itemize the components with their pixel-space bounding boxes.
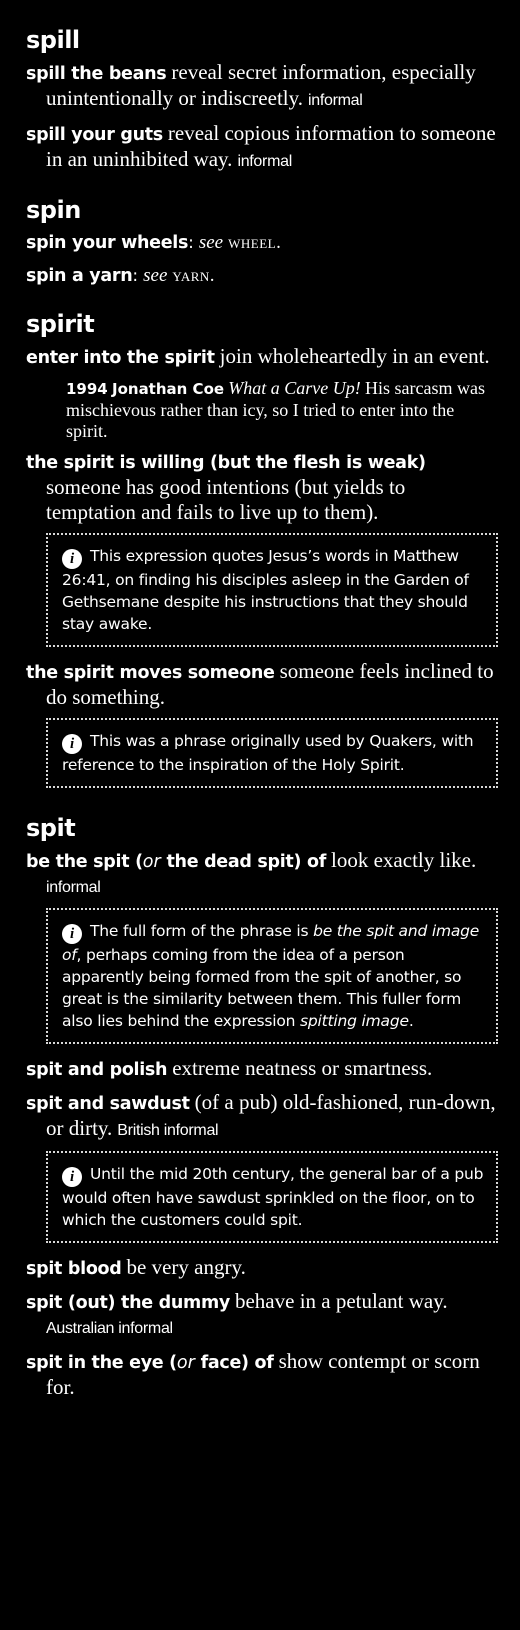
headword: spill [26,26,80,54]
phrase: spin your wheels [26,233,189,253]
phrase: be the spit ( [26,852,143,872]
definition: look exactly like. [331,848,477,872]
definition: behave in a petulant way. [234,1289,448,1313]
entry [26,1255,498,1281]
see-label: see [198,232,224,253]
entry: spin a yarn: see yarn. [26,265,216,286]
note-italic: be the spit and image of [62,922,480,964]
entry [26,848,498,900]
quote-author: Jonathan Coe [112,380,225,398]
cross-reference: yarn. [172,265,216,286]
phrase: enter into the spirit [26,348,215,368]
info-icon: i [62,1167,82,1187]
definition: someone has good intentions (but yields to temptation and fails to live up to them). [46,475,406,524]
phrase: spit in the eye ( [26,1353,177,1373]
quotation [66,378,498,442]
phrase: the spirit is willing (but the flesh is weak) [26,453,426,473]
definition: join wholeheartedly in an event. [219,344,490,368]
section-spirit [26,310,498,788]
entry [26,1056,498,1082]
usage-label: British informal [117,1122,219,1139]
cross-reference: wheel. [228,232,282,253]
phrase: the dead spit) of [160,852,327,872]
usage-label: informal [308,92,363,109]
phrase-alternative-marker: or [176,1353,195,1373]
quote-year: 1994 [66,380,108,398]
phrase: spit and sawdust [26,1094,190,1114]
entry [26,1349,498,1400]
usage-label: Australian informal [46,1320,173,1337]
info-note [46,1151,498,1243]
phrase: spill your guts [26,125,163,145]
entry [26,344,498,370]
note-text: , perhaps coming from the idea of a person apparently being formed from the spit of another, so great is the similarity between them. This fuller form also lies behind the expression [62,946,462,1030]
phrase: spin a yarn [26,266,133,286]
entry: spin your wheels: see wheel. [26,232,282,253]
phrase: spit (out) the dummy [26,1293,230,1313]
note-text: Until the mid 20th century, the general bar of a pub would often have sawdust sprinkled on the floor, on to which the customers could spit. [62,1165,484,1229]
entry [26,659,498,710]
phrase: the spirit moves someone [26,663,275,683]
definition: someone feels inclined to do something. [46,659,494,709]
definition: extreme neatness or smartness. [172,1056,433,1080]
see-label: see [143,265,168,286]
usage-label: informal [46,879,101,896]
phrase-alternative-marker: or [142,852,161,872]
note-text: This expression quotes Jesus’s words in Matthew 26:41, on finding his disciples asleep in the Garden of Gethsemane despite his instructions that they should stay awake. [62,547,469,633]
entry [26,1289,498,1341]
info-note [46,908,498,1044]
definition: reveal copious information to someone in an uninhibited way. [46,121,496,171]
headword: spit [26,814,76,842]
quote-title: What a Carve Up! [228,378,361,398]
note-italic: spitting image [300,1012,409,1030]
headword: spin [26,196,81,224]
definition: be very angry. [126,1255,246,1279]
entry [26,1090,498,1143]
quote-text: His sarcasm was mischievous rather than icy, so I tried to enter into the spirit. [66,378,486,441]
section-spill [26,26,498,174]
section-spin [26,196,498,288]
phrase: face) of [194,1353,274,1373]
headword: spirit [26,310,95,338]
definition: reveal secret information, especially unintentionally or indiscreetly. [46,60,476,110]
definition: (of a pub) old-fashioned, run-down, or dirty. [46,1090,496,1140]
info-icon: i [62,549,82,569]
definition: show contempt or scorn for. [46,1349,480,1399]
info-icon: i [62,924,82,944]
note-text: The full form of the phrase is [90,922,309,940]
section-spit [26,814,498,1400]
phrase: spill the beans [26,64,167,84]
entry [26,121,498,174]
note-text: This was a phrase originally used by Quakers, with reference to the inspiration of the Holy Spirit. [62,732,474,774]
phrase: spit blood [26,1259,122,1279]
info-note [46,718,498,788]
note-text: . [408,1012,414,1030]
phrase: spit and polish [26,1060,168,1080]
usage-label: informal [237,153,292,170]
entry [26,450,498,525]
info-note [46,533,498,647]
entry [26,60,498,113]
info-icon: i [62,734,82,754]
